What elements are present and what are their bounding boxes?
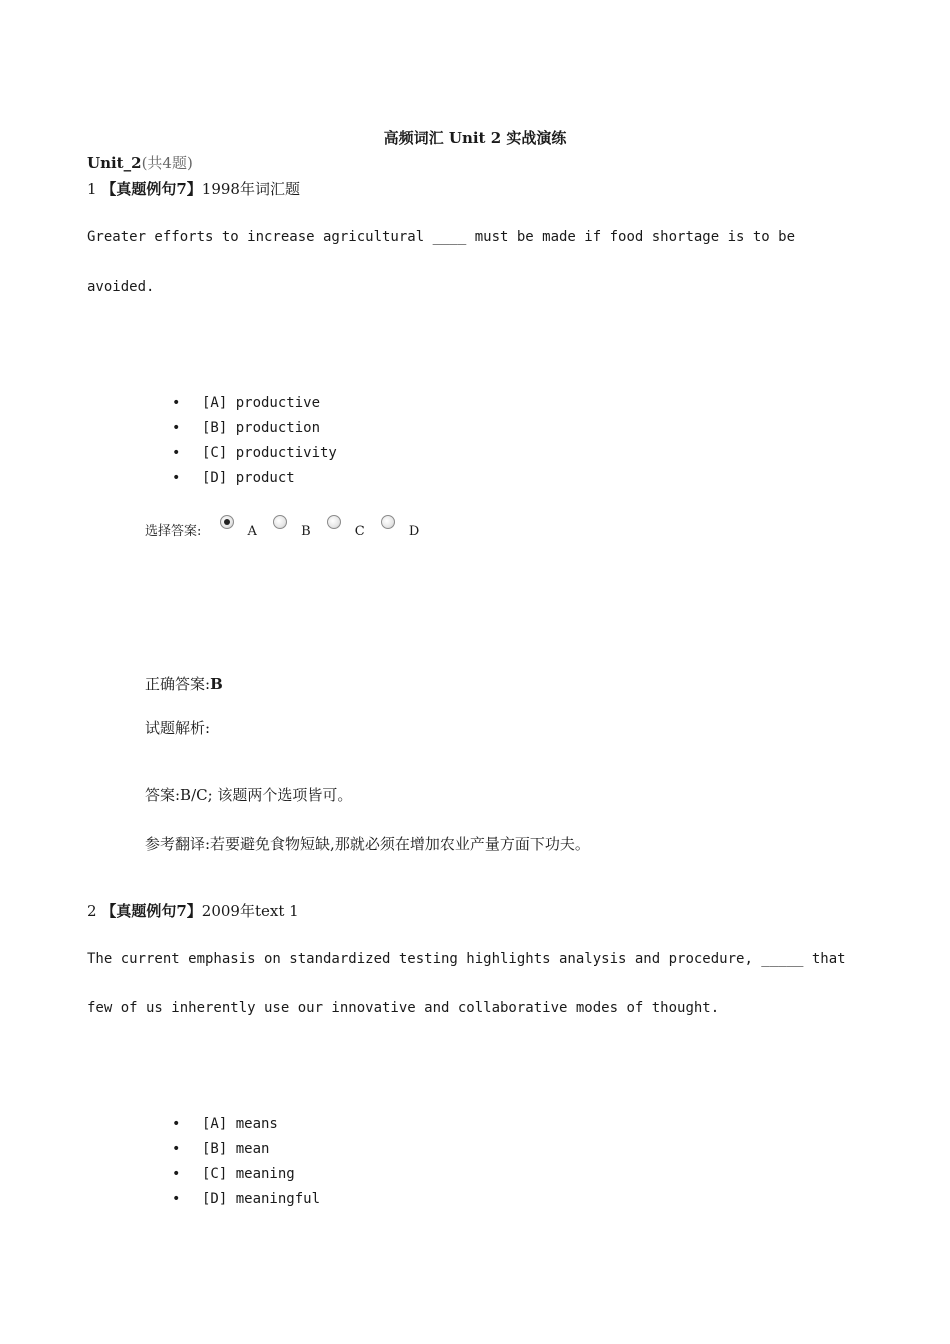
option-text: [A] productive [202, 395, 321, 411]
answer-selector [145, 520, 431, 539]
list-item [172, 395, 320, 411]
analysis-answer: 答案:B/C; 该题两个选项皆可。 [145, 786, 353, 804]
question-tag: 【真题例句7】 [101, 902, 202, 920]
option-text: [C] meaning [202, 1166, 295, 1182]
analysis-label: 试题解析: [145, 719, 211, 737]
option-text: [D] product [202, 470, 295, 486]
radio-label: C [354, 523, 365, 539]
unit-heading [87, 152, 193, 173]
question-source: 2009年text 1 [201, 902, 299, 920]
question-2-header [87, 900, 299, 921]
question-1-stem-line1: Greater efforts to increase agricultural ____ must be made if food shortage is to be [87, 229, 796, 245]
option-text: [D] meaningful [202, 1191, 321, 1207]
reference-translation: 参考翻译:若要避免食物短缺,那就必须在增加农业产量方面下功夫。 [145, 835, 590, 853]
radio-icon[interactable] [381, 515, 395, 529]
question-2-stem-line1: The current emphasis on standardized testing highlights analysis and procedure, _____ that [87, 951, 846, 967]
bullet-icon: • [172, 1191, 181, 1207]
radio-icon[interactable] [273, 515, 287, 529]
question-2-stem-line2: few of us inherently use our innovative and collaborative modes of thought. [87, 1000, 720, 1016]
radio-icon[interactable] [327, 515, 341, 529]
list-item [172, 1116, 278, 1132]
list-item [172, 420, 320, 436]
bullet-icon: • [172, 1166, 181, 1182]
choose-answer-label: 选择答案: [145, 524, 202, 539]
answer-radio-group [220, 521, 432, 539]
question-number: 1 [87, 180, 97, 198]
answer-option-c[interactable] [327, 521, 365, 539]
question-tag: 【真题例句7】 [101, 180, 202, 198]
radio-label: B [301, 523, 311, 539]
list-item [172, 1166, 295, 1182]
bullet-icon: • [172, 470, 181, 486]
radio-label: A [247, 523, 257, 539]
option-text: [B] mean [202, 1141, 270, 1157]
correct-answer [145, 673, 223, 694]
list-item [172, 1191, 320, 1207]
bullet-icon: • [172, 445, 181, 461]
page-title: 高频词汇 Unit 2 实战演练 [383, 129, 567, 147]
unit-name: Unit_2 [87, 154, 142, 172]
question-source: 1998年词汇题 [201, 180, 300, 198]
question-1-stem-line2: avoided. [87, 279, 155, 295]
bullet-icon: • [172, 420, 181, 436]
question-1-header [87, 178, 300, 199]
option-text: [B] production [202, 420, 321, 436]
list-item [172, 445, 337, 461]
list-item [172, 470, 295, 486]
answer-option-b[interactable] [273, 521, 311, 539]
radio-label: D [408, 523, 420, 539]
answer-option-a[interactable] [220, 521, 257, 539]
bullet-icon: • [172, 395, 181, 411]
list-item [172, 1141, 269, 1157]
radio-checked-icon[interactable] [220, 515, 234, 529]
bullet-icon: • [172, 1141, 181, 1157]
correct-answer-value: B [210, 675, 223, 693]
bullet-icon: • [172, 1116, 181, 1132]
question-count: (共4题) [141, 154, 193, 172]
question-number: 2 [87, 902, 97, 920]
correct-answer-label: 正确答案: [145, 675, 211, 693]
option-text: [C] productivity [202, 445, 337, 461]
option-text: [A] means [202, 1116, 278, 1132]
answer-option-d[interactable] [381, 521, 419, 539]
